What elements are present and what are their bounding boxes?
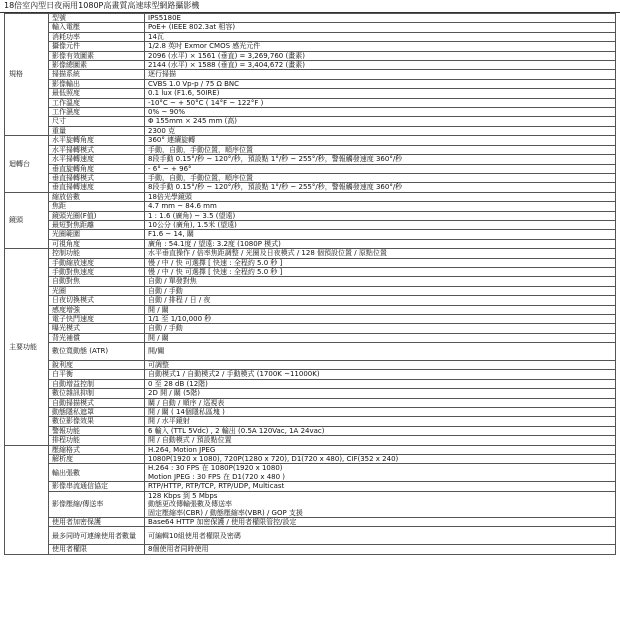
spec-row xyxy=(5,482,616,491)
spec-label: 輸出張數 xyxy=(49,464,145,482)
spec-value: 8段手動 0.15°/秒 ~ 120°/秒，預設點 1°/秒 ~ 255°/秒，警報觸發速度 360°/秒 xyxy=(145,155,616,164)
section-name: 迴轉台 xyxy=(5,136,49,192)
spec-value: 手動，自動，手動位置，順序位置 xyxy=(145,145,616,154)
section-name: 鏡頭 xyxy=(5,192,49,248)
spec-value-line: 動態更改傳輸張數及傳送率 xyxy=(148,500,232,509)
spec-value: 6 輸入 (TTL 5Vdc) , 2 輸出 (0.5A 120Vac, 1A 24vac) xyxy=(145,426,616,435)
spec-value: 10公分 (廣角), 1.5米 (望遠) xyxy=(145,220,616,229)
spec-row xyxy=(5,455,616,464)
spec-row xyxy=(5,42,616,51)
spec-row xyxy=(5,517,616,526)
spec-label: 曝光模式 xyxy=(49,324,145,333)
spec-row xyxy=(5,491,616,517)
spec-row xyxy=(5,173,616,182)
spec-value: 自動 / 手動 xyxy=(145,286,616,295)
spec-label: 可視角度 xyxy=(49,239,145,248)
spec-row xyxy=(5,211,616,220)
spec-value: 1/1 至 1/10,000 秒 xyxy=(145,315,616,324)
spec-value: 4.7 mm ~ 84.6 mm xyxy=(145,202,616,211)
spec-label: 影像輸出 xyxy=(49,79,145,88)
spec-value: 0 至 28 dB (12階) xyxy=(145,379,616,388)
spec-value: 逐行掃描 xyxy=(145,70,616,79)
spec-row xyxy=(5,370,616,379)
spec-row xyxy=(5,286,616,295)
spec-row xyxy=(5,183,616,192)
spec-label: 電子快門速度 xyxy=(49,315,145,324)
spec-value: 8段手動 0.15°/秒 ~ 120°/秒，預設點 1°/秒 ~ 255°/秒，警報觸發速度 360°/秒 xyxy=(145,183,616,192)
spec-label: 背光補償 xyxy=(49,333,145,342)
spec-label: 尺寸 xyxy=(49,117,145,126)
section-name xyxy=(5,445,49,554)
spec-row xyxy=(5,417,616,426)
spec-value: 0% ~ 90% xyxy=(145,108,616,117)
spec-value: 自動 / 排程 / 日 / 夜 xyxy=(145,296,616,305)
spec-table-body xyxy=(5,14,616,555)
spec-value: Φ 155mm × 245 mm (高) xyxy=(145,117,616,126)
spec-value: 0.1 lux (F1.6, 50IRE) xyxy=(145,89,616,98)
spec-value: 水平垂直操作 / 倍率焦距調整 / 光圈及日夜模式 / 128 個預設位置 / 原點位置 xyxy=(145,249,616,258)
spec-value: 手動，自動，手動位置，順序位置 xyxy=(145,173,616,182)
spec-row xyxy=(5,164,616,173)
spec-row xyxy=(5,426,616,435)
spec-value-line: 固定壓縮率(CBR) / 動態壓縮率(VBR) / GOP 支援 xyxy=(148,508,303,517)
spec-label: 排程功能 xyxy=(49,436,145,445)
spec-value: 開 / 關 xyxy=(145,305,616,314)
spec-label: 影像壓縮/傳送率 xyxy=(49,491,145,517)
spec-row xyxy=(5,324,616,333)
spec-label: 控制功能 xyxy=(49,249,145,258)
spec-value: 自動模式1 / 自動模式2 / 手動模式 (1700K ~11000K) xyxy=(145,370,616,379)
spec-value: 1/2.8 英吋 Exmor CMOS 感光元件 xyxy=(145,42,616,51)
spec-value: 開/關 xyxy=(145,343,616,361)
spec-value: -10°C ~ + 50°C ( 14°F ~ 122°F ) xyxy=(145,98,616,107)
spec-label: 最短對焦距離 xyxy=(49,220,145,229)
spec-row xyxy=(5,32,616,41)
spec-value: 2300 克 xyxy=(145,126,616,135)
spec-value: 18倍光學鏡頭 xyxy=(145,192,616,201)
spec-value: 1 : 1.6 (廣角) ~ 3.5 (望遠) xyxy=(145,211,616,220)
spec-label: 水平掃轉速度 xyxy=(49,155,145,164)
spec-value: 可編輯10組使用者權限及密碼 xyxy=(145,527,616,545)
spec-row xyxy=(5,315,616,324)
spec-value: 慢 / 中 / 快 可選擇 [ 快速 : 全程約 5.0 秒 ] xyxy=(145,258,616,267)
spec-label: 影像有效圖素 xyxy=(49,51,145,60)
spec-row xyxy=(5,89,616,98)
spec-row xyxy=(5,398,616,407)
spec-label: 水平旋轉角度 xyxy=(49,136,145,145)
section-name: 主要功能 xyxy=(5,249,49,446)
spec-value: 自動 / 手動 xyxy=(145,324,616,333)
spec-label: 焦距 xyxy=(49,202,145,211)
spec-label: 影像總圖素 xyxy=(49,61,145,70)
spec-row xyxy=(5,408,616,417)
spec-label: 銳利度 xyxy=(49,361,145,370)
spec-row xyxy=(5,545,616,554)
spec-row xyxy=(5,117,616,126)
spec-row xyxy=(5,192,616,201)
spec-row xyxy=(5,379,616,388)
spec-label: 白平衡 xyxy=(49,370,145,379)
spec-row xyxy=(5,230,616,239)
spec-value: CVBS 1.0 Vp-p / 75 Ω BNC xyxy=(145,79,616,88)
spec-row xyxy=(5,361,616,370)
spec-label: 最低照度 xyxy=(49,89,145,98)
spec-row xyxy=(5,277,616,286)
spec-label: 手動縮放速度 xyxy=(49,258,145,267)
spec-value: 2D 開 / 關 (5階) xyxy=(145,389,616,398)
spec-row xyxy=(5,296,616,305)
spec-row xyxy=(5,145,616,154)
spec-value xyxy=(145,464,616,482)
spec-row xyxy=(5,305,616,314)
spec-label: 縮放倍數 xyxy=(49,192,145,201)
spec-label: 型號 xyxy=(49,14,145,23)
spec-label: 自動掃描模式 xyxy=(49,398,145,407)
spec-row xyxy=(5,343,616,361)
spec-label: 自動對焦 xyxy=(49,277,145,286)
spec-row xyxy=(5,126,616,135)
spec-label: 日夜切換模式 xyxy=(49,296,145,305)
spec-value: Base64 HTTP 加密保護 / 使用者權限管控/設定 xyxy=(145,517,616,526)
spec-row xyxy=(5,464,616,482)
spec-label: 光圈範圍 xyxy=(49,230,145,239)
spec-table xyxy=(4,13,616,555)
spec-label: 影像串流通信協定 xyxy=(49,482,145,491)
spec-label: 使用者加密保護 xyxy=(49,517,145,526)
spec-label: 自動增益控制 xyxy=(49,379,145,388)
spec-value: 可調整 xyxy=(145,361,616,370)
spec-value: 2096 (水平) × 1561 (垂直) = 3,269,760 (畫素) xyxy=(145,51,616,60)
spec-value: IPS5180E xyxy=(145,14,616,23)
spec-label: 水平掃轉模式 xyxy=(49,145,145,154)
section-name: 規格 xyxy=(5,14,49,136)
spec-row xyxy=(5,136,616,145)
spec-row xyxy=(5,155,616,164)
spec-value: 開 / 水平鏡射 xyxy=(145,417,616,426)
spec-row xyxy=(5,51,616,60)
spec-label: 使用者權限 xyxy=(49,545,145,554)
spec-row xyxy=(5,258,616,267)
spec-row xyxy=(5,202,616,211)
spec-label: 感度增強 xyxy=(49,305,145,314)
spec-value: 慢 / 中 / 快 可選擇 [ 快速 : 全程約 5.0 秒 ] xyxy=(145,267,616,276)
spec-value-line: H.264 : 30 FPS 在 1080P(1920 x 1080) xyxy=(148,464,283,473)
spec-value: RTP/HTTP, RTP/TCP, RTP/UDP, Multicast xyxy=(145,482,616,491)
spec-value xyxy=(145,491,616,517)
spec-value-line: 128 Kbps 到 5 Mbps xyxy=(148,491,218,500)
spec-value: 1080P(1920 x 1080), 720P(1280 x 720), D1(720 x 480), CIF(352 x 240) xyxy=(145,455,616,464)
spec-label: 手動對焦速度 xyxy=(49,267,145,276)
spec-label: 壓縮格式 xyxy=(49,445,145,454)
spec-label: 工作濕度 xyxy=(49,108,145,117)
spec-value: 2144 (水平) × 1588 (垂直) = 3,404,672 (畫素) xyxy=(145,61,616,70)
spec-label: 解析度 xyxy=(49,455,145,464)
spec-row xyxy=(5,333,616,342)
spec-value: 廣角 : 54.1度 / 望遠: 3.2度 (1080P 模式) xyxy=(145,239,616,248)
spec-label: 光圈 xyxy=(49,286,145,295)
spec-label: 重量 xyxy=(49,126,145,135)
spec-value: 關 / 自動 / 順序 / 巡視表 xyxy=(145,398,616,407)
spec-row xyxy=(5,14,616,23)
spec-label: 消耗功率 xyxy=(49,32,145,41)
spec-row xyxy=(5,239,616,248)
spec-value: F1.6 ~ 14, 關 xyxy=(145,230,616,239)
spec-label: 數位雜訊抑制 xyxy=(49,389,145,398)
spec-value-line: Motion JPEG : 30 FPS 在 D1(720 x 480 ) xyxy=(148,472,286,481)
spec-label: 數位影像效果 xyxy=(49,417,145,426)
spec-label: 數位寬動態 (ATR) xyxy=(49,343,145,361)
spec-label: 垂直掃轉模式 xyxy=(49,173,145,182)
spec-label: 輸入電壓 xyxy=(49,23,145,32)
spec-value: 自動 / 單發對焦 xyxy=(145,277,616,286)
spec-value: 開 / 關 xyxy=(145,333,616,342)
spec-label: 工作溫度 xyxy=(49,98,145,107)
spec-value: 開 / 自動模式 / 預設點位置 xyxy=(145,436,616,445)
spec-label: 警報功能 xyxy=(49,426,145,435)
spec-label: 動態隱私遮罩 xyxy=(49,408,145,417)
spec-label: 鏡頭光圈(F值) xyxy=(49,211,145,220)
spec-value: PoE+ (IEEE 802.3at 相容) xyxy=(145,23,616,32)
spec-label: 最多同時可連線使用者數量 xyxy=(49,527,145,545)
spec-value: - 6° ~ + 96° xyxy=(145,164,616,173)
spec-row xyxy=(5,79,616,88)
spec-row xyxy=(5,389,616,398)
spec-value: H.264, Motion JPEG xyxy=(145,445,616,454)
spec-label: 垂直旋轉角度 xyxy=(49,164,145,173)
spec-row xyxy=(5,61,616,70)
spec-row xyxy=(5,220,616,229)
spec-row xyxy=(5,23,616,32)
spec-row xyxy=(5,249,616,258)
document-title: 18倍室內型日夜兩用1080P高畫質高速球型網路攝影機 xyxy=(0,0,620,13)
spec-label: 攝像元件 xyxy=(49,42,145,51)
spec-row xyxy=(5,436,616,445)
spec-value: 360° 連續旋轉 xyxy=(145,136,616,145)
spec-value: 14瓦 xyxy=(145,32,616,41)
spec-label: 垂直掃轉速度 xyxy=(49,183,145,192)
spec-row xyxy=(5,527,616,545)
spec-label: 掃描系統 xyxy=(49,70,145,79)
spec-row xyxy=(5,445,616,454)
spec-row xyxy=(5,70,616,79)
spec-row xyxy=(5,108,616,117)
spec-row xyxy=(5,98,616,107)
spec-row xyxy=(5,267,616,276)
spec-value: 8個使用者同時使用 xyxy=(145,545,616,554)
spec-value: 開 / 關 ( 14個隱私區塊 ) xyxy=(145,408,616,417)
